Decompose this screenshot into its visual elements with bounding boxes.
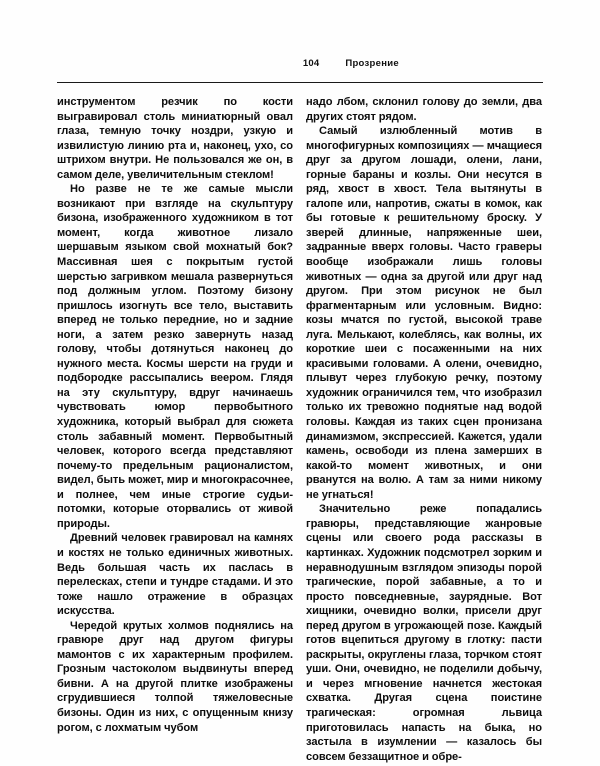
- paragraph: инструментом резчик по кости выгравировал столь миниатюрный овал глаза, темную точку ноздри, узкую и извилистую линию рта и, наконец, ухо, со штрихом внутри. Не пользовался же он, в самом деле, увеличительным стеклом!: [57, 96, 293, 181]
- paragraph: Самый излюбленный мотив в многофигурных композициях — мчащиеся друг за другом лошади, олени, лани, горные бараны и козлы. Они несутся в ряд, хвост в хвост. Тела вытянуты в галопе или, напротив, сжаты в комок, как бы готовые к решительному броску. У зверей длинные, напряженные шеи, задранные вверх головы. Часто граверы вообще изображали лишь головы животных — одна за другой или друг над другом. При этом рисунок не был фрагментарным или условным. Видно: козы мчатся по густой, высокой траве луга. Мелькают, колеблясь, как волны, их короткие шеи с посаженными на них красивыми головами. А олени, очевидно, плывут через глубокую речку, поэтому художник ограничился тем, что изобразил только их тревожно поднятые над водой головы. Каждая из таких сцен пронизана динамизмом, экспрессией. Кажется, удали камень, освободи из плена замерших в какой-то момент животных, и они рванутся на волю. А там за ними никому не угнаться!: [306, 125, 542, 501]
- header-divider: [57, 82, 543, 83]
- left-column: [57, 95, 293, 764]
- body-columns: [57, 95, 543, 764]
- paragraph: Значительно реже попадались гравюры, представляющие жанровые сцены или своего рода рассказы в картинках. Художник подсмотрел зорким и неравнодушным взглядом эпизоды порой трагические, порой забавные, а то и просто повседневные, заурядные. Вот хищники, очевидно волки, присели друг перед другом в угрожающей позе. Каждый готов вцепиться другому в глотку: пасти раскрыты, округлены глаза, торчком стоят уши. Они, очевидно, не поделили добычу, и через мгновение начнется жестокая схватка. Другая сцена поистине трагическая: огромная львица приготовилась напасть на быка, но застыла в изумлении — казалось бы совсем беззащитное и обре-: [306, 503, 542, 763]
- paragraph: надо лбом, склонил голову до земли, два других стоят рядом.: [306, 96, 542, 123]
- right-column: [306, 95, 542, 764]
- paragraph: Но разве не те же самые мысли возникают при взгляде на скульптуру бизона, изображенного художником в тот момент, когда животное лизало шершавым языком свой мохнатый бок? Массивная шея с покрытым густой шерстью загривком мешала развернуться под должным углом. Поэтому бизону пришлось изогнуть все тело, выставить вперед не только передние, но и задние ноги, а затем резко завернуть назад голову, чтобы дотянуться наконец до нужного места. Космы шерсти на груди и подбородке рассыпались веером. Глядя на эту скульптуру, вдруг начинаешь чувствовать юмор первобытного художника, который выбрал для сюжета столь забавный момент. Первобытный человек, которого всегда представляют почему-то предельным рационалистом, видел, быть может, мир и многокрасочнее, и полнее, чем иные строгие судьи-потомки, которые оторвались от живой природы.: [57, 183, 293, 530]
- book-title: Прозрение: [345, 58, 399, 69]
- paragraph: Чередой крутых холмов поднялись на гравюре друг над другом фигуры мамонтов с их характерным профилем. Грозным частоколом выдвинуты вперед бивни. А на другой плитке изображены сгрудившиеся толпой тяжеловесные бизоны. Один из них, с опущенным книзу рогом, с лохматым чубом: [57, 619, 293, 734]
- paragraph: Древний человек гравировал на камнях и костях не только единичных животных. Ведь большая часть их паслась в перелесках, степи и тундре стадами. И это тоже нашло отражение в образцах искусства.: [57, 532, 293, 618]
- page-number: 104: [302, 58, 320, 69]
- running-header: [57, 58, 543, 69]
